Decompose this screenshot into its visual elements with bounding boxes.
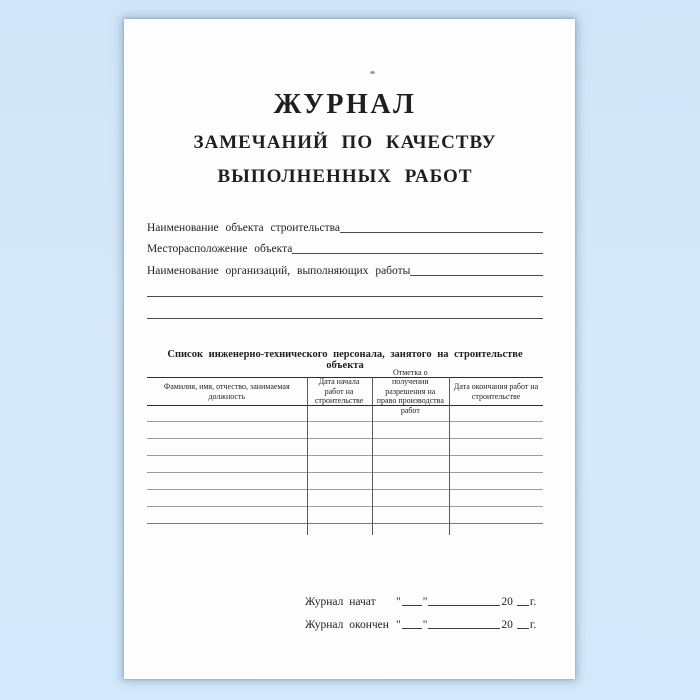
year-blank-line: [517, 628, 529, 629]
year-suffix: г.: [529, 596, 537, 608]
table-empty-row: [147, 406, 543, 422]
scan-artifact-dot: [370, 71, 375, 74]
year-blank-line: [517, 605, 529, 606]
column-header-start-date: Дата начала работ на строительстве: [314, 377, 364, 406]
journal-finished-label: Журнал окончен: [305, 619, 389, 631]
column-header-name-position: Фамилия, имя, отчество, занимаемая должность: [163, 382, 290, 401]
close-quote: ": [422, 596, 428, 608]
journal-dates: [147, 593, 543, 639]
field-blank-line: [147, 278, 543, 300]
field-label: Наименование организаций, выполняющих работы: [147, 264, 411, 277]
journal-started-row: [305, 593, 543, 608]
field-label: Наименование объекта строительства: [147, 221, 341, 234]
field-organizations: [147, 256, 543, 278]
fill-in-line: [340, 232, 543, 233]
table-empty-row: [147, 473, 543, 490]
form-fields: [147, 213, 543, 321]
table-empty-row: [147, 422, 543, 439]
day-blank-line: [402, 628, 422, 629]
column-divider: [307, 377, 308, 535]
field-blank-line: [147, 299, 543, 321]
field-label: Месторасположение объекта: [147, 243, 293, 255]
table-header-row: [147, 367, 543, 415]
title-line-3: ВЫПОЛНЕННЫХ РАБОТ: [217, 166, 473, 187]
year-suffix: г.: [529, 619, 537, 631]
month-blank-line: [428, 605, 500, 606]
document-page: [124, 19, 575, 679]
fill-in-line: [147, 296, 543, 297]
column-header-end-date: Дата окончания работ на строительстве: [453, 382, 539, 401]
year-prefix: 20: [501, 619, 513, 631]
day-blank-line: [402, 605, 422, 606]
title-line-1: ЖУРНАЛ: [273, 89, 417, 120]
field-object-location: [147, 235, 543, 257]
month-blank-line: [428, 628, 500, 629]
table-caption: Список инженерно-технического персонала, занятого на строительстве объекта: [167, 349, 523, 371]
open-quote: ": [396, 596, 401, 608]
open-quote: ": [396, 619, 401, 631]
title-line-2: ЗАМЕЧАНИЙ ПО КАЧЕСТВУ: [193, 132, 497, 153]
document-title: [147, 89, 543, 194]
table-empty-row: [147, 439, 543, 456]
table-body: [147, 406, 543, 534]
fill-in-line: [147, 318, 543, 319]
table-empty-row: [147, 490, 543, 507]
close-quote: ": [422, 619, 428, 631]
journal-started-label: Журнал начат: [305, 596, 376, 608]
column-header-permit-mark: Отметка о получении разрешения на право производства работ: [376, 367, 444, 415]
table-empty-row: [147, 507, 543, 524]
table-empty-row: [147, 456, 543, 473]
field-object-name: [147, 213, 543, 235]
year-prefix: 20: [501, 596, 513, 608]
column-divider: [449, 377, 450, 535]
journal-finished-row: [305, 616, 543, 631]
column-divider: [372, 377, 373, 535]
fill-in-line: [292, 253, 543, 254]
personnel-table: [147, 367, 543, 534]
fill-in-line: [410, 275, 543, 276]
